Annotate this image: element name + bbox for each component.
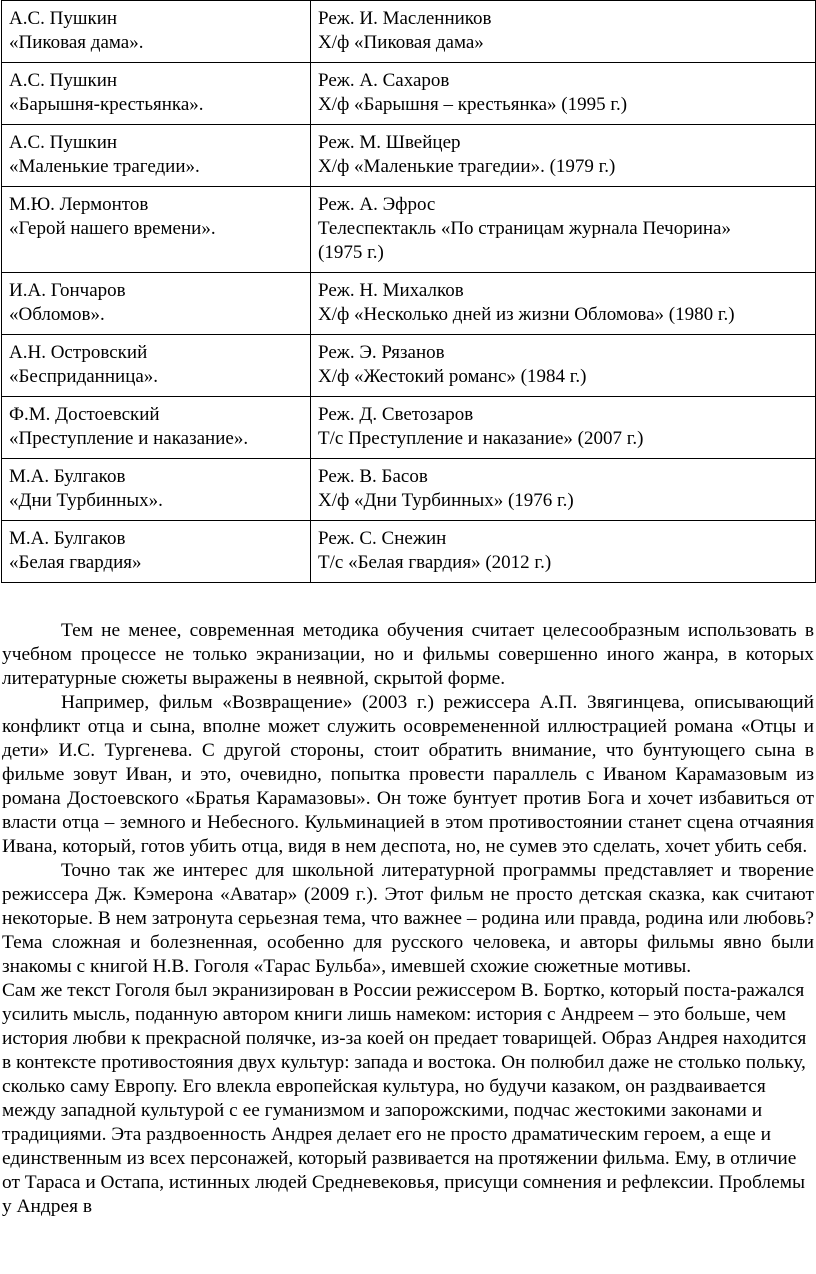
film-title: Т/с Преступление и наказание» (2007 г.) bbox=[318, 428, 644, 449]
author-name: А.Н. Островский bbox=[9, 342, 148, 363]
table-row bbox=[2, 459, 816, 521]
films-table-body bbox=[2, 1, 816, 583]
adaptation-cell bbox=[311, 459, 816, 521]
table-row bbox=[2, 125, 816, 187]
adaptation-cell bbox=[311, 521, 816, 583]
director-name: Реж. Э. Рязанов bbox=[318, 342, 445, 363]
work-title: «Герой нашего времени». bbox=[9, 218, 216, 239]
work-title: «Пиковая дама». bbox=[9, 32, 144, 53]
table-row bbox=[2, 273, 816, 335]
author-name: М.А. Булгаков bbox=[9, 528, 126, 549]
film-title: Х/ф «Несколько дней из жизни Обломова» (1980 г.) bbox=[318, 304, 735, 325]
source-work-cell bbox=[2, 521, 311, 583]
work-title: «Преступление и наказание». bbox=[9, 428, 249, 449]
author-name: И.А. Гончаров bbox=[9, 280, 126, 301]
work-title: «Обломов». bbox=[9, 304, 105, 325]
author-name: А.С. Пушкин bbox=[9, 132, 118, 153]
source-work-cell bbox=[2, 63, 311, 125]
author-name: А.С. Пушкин bbox=[9, 8, 118, 29]
paragraph-3: Точно так же интерес для школьной литературной программы представляет и творение режиссера Дж. Кэмерона «Аватар» (2009 г.). Этот фильм не просто детская сказка, как считают некоторые. В нем затронута серьезная тема, что важнее – родина или правда, родина или любовь? Тема сложная и болезненная, особенно для русского человека, и авторы фильмы явно были знакомы с книгой Н.В. Гоголя «Тарас Бульба», имевшей схожие сюжетные мотивы. bbox=[2, 860, 814, 977]
work-title: «Маленькие трагедии». bbox=[9, 156, 200, 177]
adaptation-cell bbox=[311, 125, 816, 187]
table-row bbox=[2, 1, 816, 63]
source-work-cell bbox=[2, 397, 311, 459]
director-name: Реж. Д. Светозаров bbox=[318, 404, 474, 425]
director-name: Реж. М. Швейцер bbox=[318, 132, 461, 153]
source-work-cell bbox=[2, 187, 311, 273]
director-name: Реж. Н. Михалков bbox=[318, 280, 464, 301]
author-name: М.А. Булгаков bbox=[9, 466, 126, 487]
director-name: Реж. А. Эфрос bbox=[318, 194, 436, 215]
adaptation-cell bbox=[311, 273, 816, 335]
source-work-cell bbox=[2, 125, 311, 187]
director-name: Реж. С. Снежин bbox=[318, 528, 447, 549]
film-title: Х/ф «Пиковая дама» bbox=[318, 32, 484, 53]
work-title: «Барышня-крестьянка». bbox=[9, 94, 204, 115]
adaptation-cell bbox=[311, 187, 816, 273]
director-name: Реж. А. Сахаров bbox=[318, 70, 450, 91]
author-name: Ф.М. Достоевский bbox=[9, 404, 160, 425]
work-title: «Дни Турбинных». bbox=[9, 490, 163, 511]
film-title-continued: (1975 г.) bbox=[318, 242, 384, 263]
work-title: «Бесприданница». bbox=[9, 366, 159, 387]
author-name: А.С. Пушкин bbox=[9, 70, 118, 91]
source-work-cell bbox=[2, 335, 311, 397]
body-text bbox=[2, 619, 814, 1219]
film-title: Т/с «Белая гвардия» (2012 г.) bbox=[318, 552, 552, 573]
table-row bbox=[2, 187, 816, 273]
work-title: «Белая гвардия» bbox=[9, 552, 142, 573]
paragraph-1: Тем не менее, современная методика обучения считает целесообразным использовать в учебном процессе не только экранизации, но и фильмы совершенно иного жанра, в которых литературные сюжеты выражены в неявной, скрытой форме. bbox=[2, 620, 814, 689]
director-name: Реж. И. Масленников bbox=[318, 8, 492, 29]
table-row bbox=[2, 397, 816, 459]
author-name: М.Ю. Лермонтов bbox=[9, 194, 149, 215]
source-work-cell bbox=[2, 459, 311, 521]
film-title: Х/ф «Маленькие трагедии». (1979 г.) bbox=[318, 156, 616, 177]
paragraph-2: Например, фильм «Возвращение» (2003 г.) режиссера А.П. Звягинцева, описывающий конфликт отца и сына, вполне может служить осовремененной иллюстрацией романа «Отцы и дети» И.С. Тургенева. С другой стороны, стоит обратить внимание, что бунтующего сына в фильме зовут Иван, и это, очевидно, попытка провести параллель с Иваном Карамазовым из романа Достоевского «Братья Карамазовы». Он тоже бунтует против Бога и хочет избавиться от власти отца – земного и Небесного. Кульминацией в этом противостоянии станет сцена отчаяния Ивана, который, готов убить отца, видя в нем деспота, но, не сумев это сделать, хочет убить себя. bbox=[2, 692, 814, 857]
source-work-cell bbox=[2, 1, 311, 63]
adaptation-cell bbox=[311, 397, 816, 459]
adaptation-cell bbox=[311, 1, 816, 63]
film-title: Телеспектакль «По страницам журнала Печорина» bbox=[318, 218, 731, 239]
film-title: Х/ф «Дни Турбинных» (1976 г.) bbox=[318, 490, 574, 511]
table-row bbox=[2, 335, 816, 397]
films-table bbox=[1, 0, 816, 583]
film-title: Х/ф «Барышня – крестьянка» (1995 г.) bbox=[318, 94, 628, 115]
paragraph-4: Сам же текст Гоголя был экранизирован в России режиссером В. Бортко, который поста-ражался усилить мысль, поданную автором книги лишь намеком: история с Андреем – это больше, чем история любви к прекрасной полячке, из-за коей он предает товарищей. Образ Андрея находится в контексте противостояния двух культур: запада и востока. Он полюбил даже не столько польку, сколько саму Европу. Его влекла европейская культура, но будучи казаком, он раздваивается между западной культурой с ее гуманизмом и запорожскими, подчас жестокими законами и традициями. Эта раздвоенность Андрея делает его не просто драматическим героем, а еще и единственным из всех персонажей, который развивается на протяжении фильма. Ему, в отличие от Тараса и Остапа, истинных людей Средневековья, присущи сомнения и рефлексии. Проблемы у Андрея в bbox=[2, 980, 807, 1217]
film-title: Х/ф «Жестокий романс» (1984 г.) bbox=[318, 366, 587, 387]
source-work-cell bbox=[2, 273, 311, 335]
table-row bbox=[2, 63, 816, 125]
table-row bbox=[2, 521, 816, 583]
adaptation-cell bbox=[311, 335, 816, 397]
director-name: Реж. В. Басов bbox=[318, 466, 428, 487]
adaptation-cell bbox=[311, 63, 816, 125]
